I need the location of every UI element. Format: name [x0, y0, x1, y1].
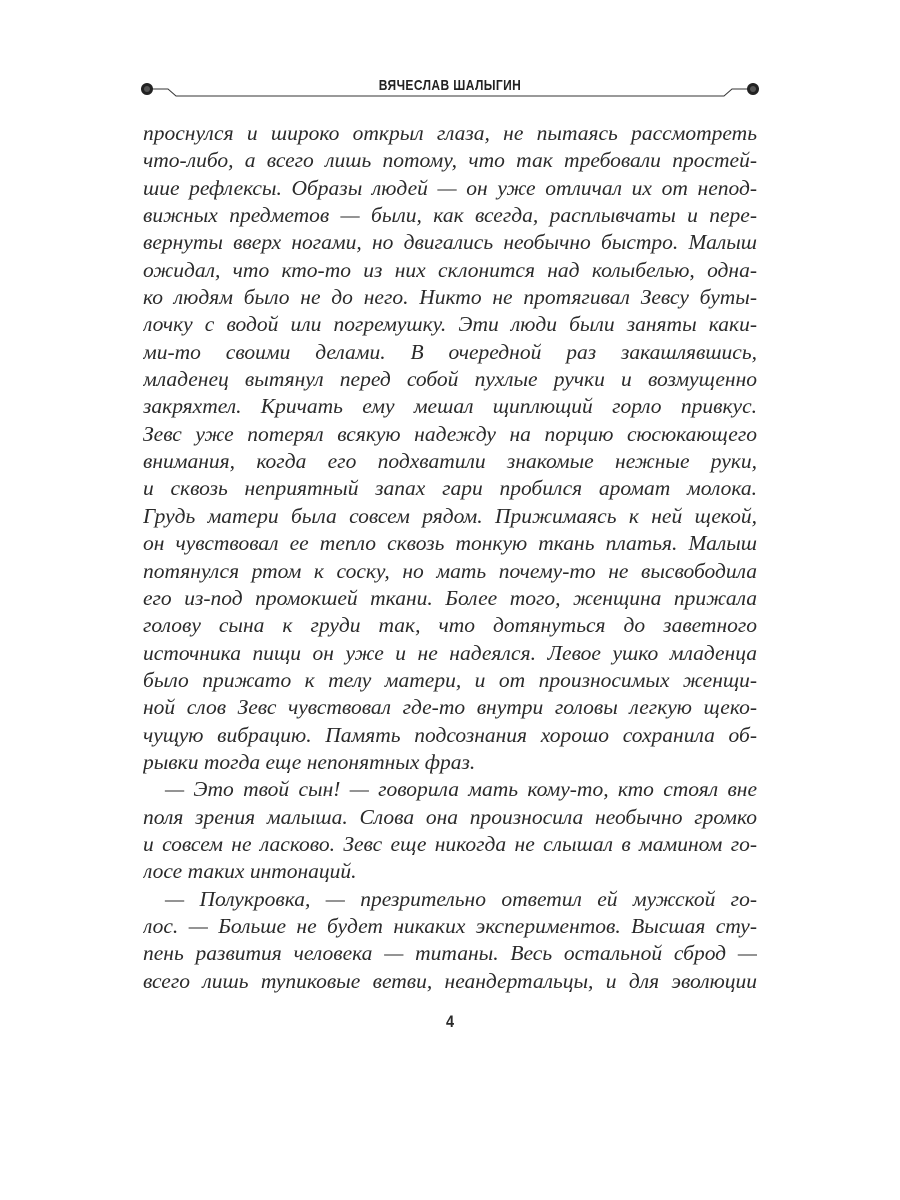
text-line: вижных предметов — были, как всегда, расплывчаты и пере-: [143, 203, 757, 228]
text-line: лосе таких интонаций.: [143, 859, 357, 884]
running-header: [138, 74, 762, 104]
text-line: — Полукровка, — презрительно ответил ей мужской го-: [165, 886, 757, 911]
page-number: 4: [445, 1012, 455, 1031]
author-name: ВЯЧЕСЛАВ ШАЛЫГИН: [378, 77, 522, 94]
text-line: вернуты вверх ногами, но двигались необычно быстро. Малыш: [143, 230, 757, 255]
text-line: шие рефлексы. Образы людей — он уже отличал их от непод-: [143, 175, 757, 200]
text-line: пень развития человека — титаны. Весь остальной сброд —: [143, 941, 757, 966]
text-line: что-либо, а всего лишь потому, что так требовали простей-: [143, 148, 757, 173]
text-line: ко людям было не до него. Никто не протягивал Зевсу буты-: [143, 285, 757, 310]
text-line: чущую вибрацию. Память подсознания хорошо сохранила об-: [143, 722, 757, 747]
text-line: ной слов Зевс чувствовал где-то внутри головы легкую щеко-: [143, 695, 757, 720]
text-line: лочку с водой или погремушку. Эти люди были заняты каки-: [143, 312, 757, 337]
text-line: источника пищи он уже и не надеялся. Левое ушко младенца: [143, 640, 757, 665]
text-line: и сквозь неприятный запах гари пробился аромат молока.: [143, 476, 757, 501]
text-line: было прижато к телу матери, и от произносимых женщи-: [143, 667, 757, 692]
page-body-text: [143, 120, 757, 995]
text-line: внимания, когда его подхватили знакомые нежные руки,: [143, 449, 757, 474]
text-line: ми-то своими делами. В очередной раз закашлявшись,: [143, 339, 757, 364]
text-line: всего лишь тупиковые ветви, неандертальцы, и для эволюции: [143, 968, 757, 993]
text-line: потянулся ртом к соску, но мать почему-то не высвободила: [143, 558, 757, 583]
text-line: — Это твой сын! — говорила мать кому-то, кто стоял вне: [165, 777, 757, 802]
text-line: Грудь матери была совсем рядом. Прижимаясь к ней щекой,: [143, 503, 757, 528]
text-line: рывки тогда еще непонятных фраз.: [143, 749, 476, 774]
text-line: младенец вытянул перед собой пухлые ручки и возмущенно: [143, 367, 757, 392]
text-line: Зевс уже потерял всякую надежду на порцию сюсюкающего: [143, 421, 757, 446]
text-line: лос. — Больше не будет никаких экспериментов. Высшая сту-: [143, 913, 757, 938]
text-line: его из-под промокшей ткани. Более того, женщина прижала: [143, 585, 757, 610]
text-line: ожидал, что кто-то из них склонится над колыбелью, одна-: [143, 257, 757, 282]
text-line: поля зрения малыша. Слова она произносила необычно громко: [143, 804, 757, 829]
text-line: закряхтел. Кричать ему мешал щиплющий горло привкус.: [143, 394, 757, 419]
text-line: и совсем не ласково. Зевс еще никогда не слышал в мамином го-: [143, 831, 757, 856]
text-line: голову сына к груди так, что дотянуться до заветного: [143, 613, 757, 638]
text-line: он чувствовал ее тепло сквозь тонкую ткань платья. Малыш: [143, 531, 757, 556]
text-line: проснулся и широко открыл глаза, не пытаясь рассмотреть: [143, 121, 757, 145]
